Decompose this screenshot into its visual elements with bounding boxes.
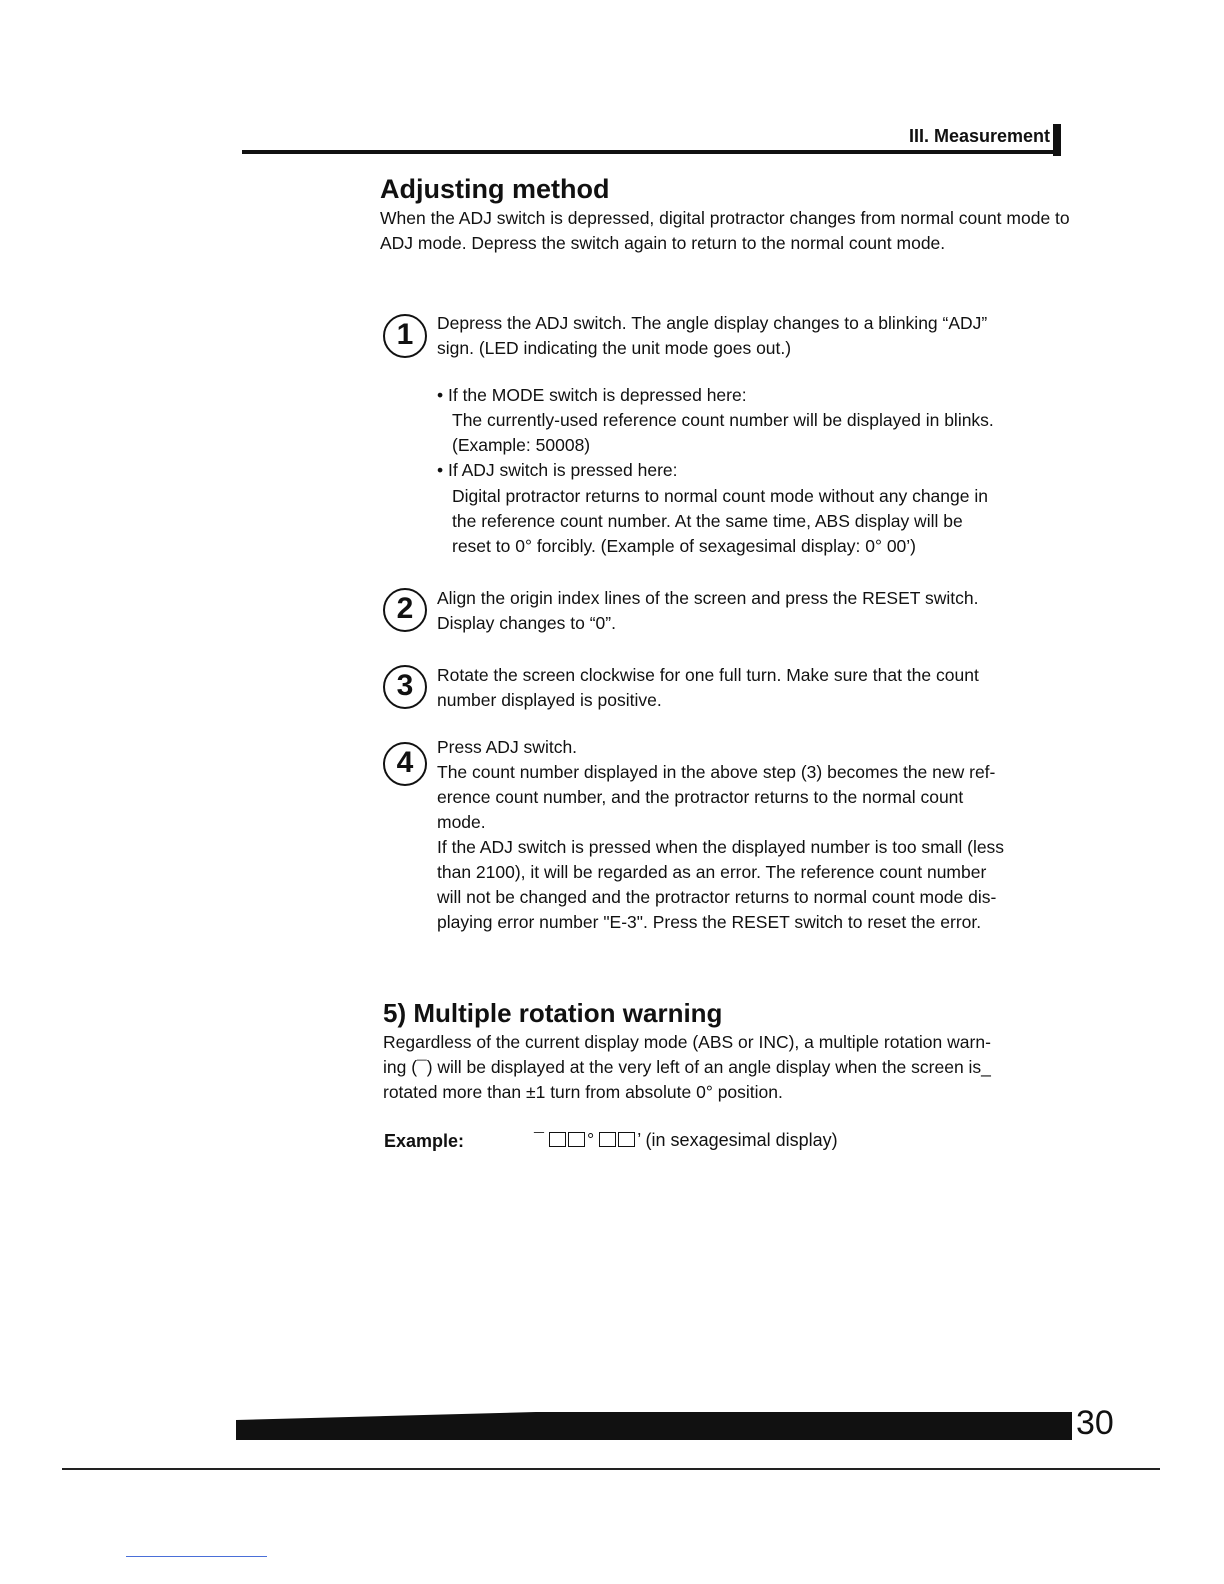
bullet-line: Digital protractor returns to normal count mode without any change in	[452, 486, 988, 506]
bullet-line: (Example: 50008)	[452, 435, 591, 455]
section-title-adjusting: Adjusting method	[380, 174, 610, 204]
step-3-line: Rotate the screen clockwise for one full turn. Make sure that the count	[437, 665, 979, 685]
bullet-line: reset to 0° forcibly. (Example of sexagesimal display: 0° 00’)	[452, 536, 917, 556]
step-1-text	[437, 311, 1077, 361]
section-title-warning: 5) Multiple rotation warning	[383, 998, 723, 1028]
step-3-text	[437, 663, 1077, 713]
bottom-rule	[62, 1468, 1160, 1470]
step-4-line: If the ADJ switch is pressed when the displayed number is too small (less	[437, 837, 1005, 857]
step-4-text	[437, 735, 1077, 935]
digit-segment-icon	[618, 1132, 635, 1147]
step-1-line: sign. (LED indicating the unit mode goes out.)	[437, 338, 792, 358]
minute-glyph: ’	[637, 1130, 641, 1150]
step-4-line: than 2100), it will be regarded as an error. The reference count number	[437, 862, 987, 882]
step-4-line: Press ADJ switch.	[437, 737, 578, 757]
step-4-line: mode.	[437, 812, 486, 832]
digit-segment-icon	[599, 1132, 616, 1147]
section-header: III. Measurement	[908, 126, 1050, 146]
warning-line: rotated more than ±1 turn from absolute 0° position.	[383, 1082, 783, 1102]
example-note: (in sexagesimal display)	[645, 1130, 838, 1150]
bullet-mode-body	[452, 408, 1072, 458]
warning-paragraph	[383, 1030, 1083, 1105]
step-3-badge: 3	[383, 665, 427, 709]
page-number: 30	[1076, 1404, 1114, 1442]
bullet-adj-body	[452, 484, 1072, 559]
digit-segment-icon	[568, 1132, 585, 1147]
example-display	[534, 1130, 838, 1151]
step-4-line: The count number displayed in the above step (3) becomes the new ref-	[437, 762, 996, 782]
bullet-line: The currently-used reference count number will be displayed in blinks.	[452, 410, 994, 430]
footer-bar-taper	[236, 1412, 536, 1420]
step-4-line: playing error number "E-3". Press the RESET switch to reset the error.	[437, 912, 982, 932]
step-4-line: will not be changed and the protractor returns to normal count mode dis-	[437, 887, 997, 907]
example-label: Example:	[384, 1131, 465, 1151]
bullet-mode-head: • If the MODE switch is depressed here:	[437, 385, 747, 405]
warning-line: Regardless of the current display mode (ABS or INC), a multiple rotation warn-	[383, 1032, 991, 1052]
bottom-link-line	[126, 1556, 267, 1557]
step-4-badge: 4	[383, 742, 427, 786]
step-1-badge: 1	[383, 314, 427, 358]
warning-line: ing (¯) will be displayed at the very left of an angle display when the screen is_	[383, 1057, 991, 1077]
bullet-line: the reference count number. At the same time, ABS display will be	[452, 511, 963, 531]
step-3-line: number displayed is positive.	[437, 690, 662, 710]
step-1-line: Depress the ADJ switch. The angle display changes to a blinking “ADJ”	[437, 313, 988, 333]
warning-bar-glyph: ¯	[534, 1130, 544, 1150]
bullet-adj-head: • If ADJ switch is pressed here:	[437, 460, 678, 480]
step-2-line: Display changes to “0”.	[437, 613, 616, 633]
intro-paragraph: When the ADJ switch is depressed, digital protractor changes from normal count mode to ADJ mode. Depress the switch again to return to the normal count mode.	[380, 208, 1070, 253]
step-2-line: Align the origin index lines of the screen and press the RESET switch.	[437, 588, 979, 608]
step-2-badge: 2	[383, 588, 427, 632]
header-rule	[242, 150, 1060, 154]
degree-glyph: °	[586, 1130, 595, 1150]
step-2-text	[437, 586, 1077, 636]
digit-segment-icon	[549, 1132, 566, 1147]
step-4-line: erence count number, and the protractor returns to the normal count	[437, 787, 964, 807]
